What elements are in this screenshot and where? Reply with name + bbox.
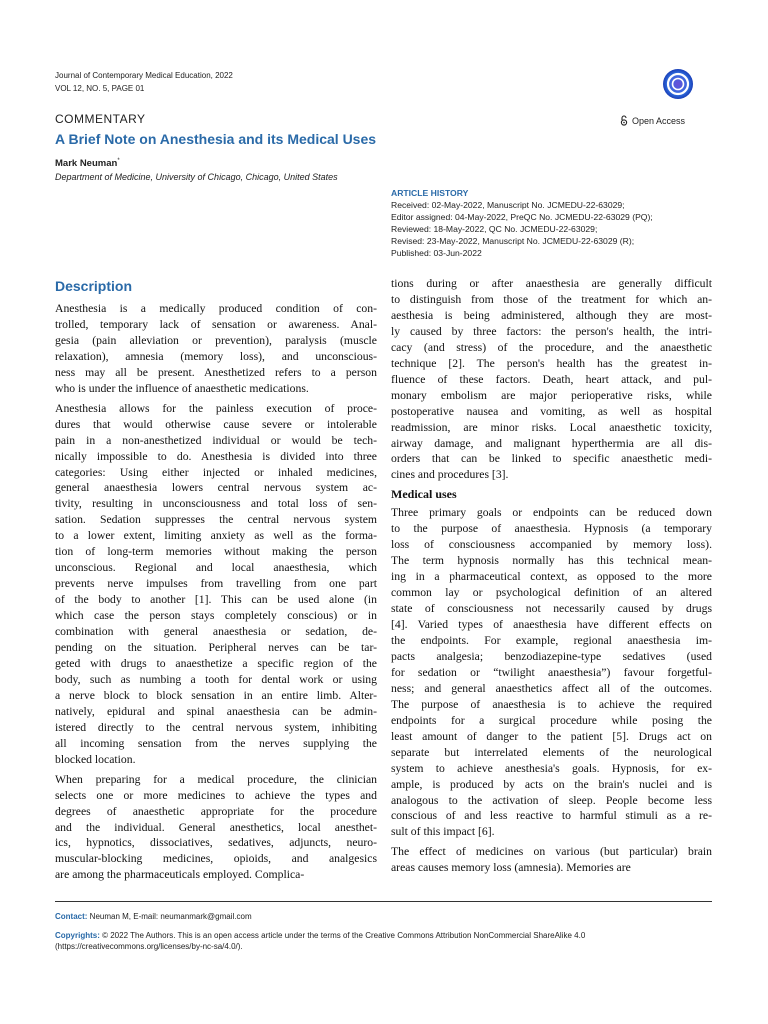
text-line: istered directly to the central nervous system, inhibiting — [55, 720, 377, 734]
text-line: aesthesia is being administered, although they are most- — [391, 308, 712, 322]
text-line: natively, epidural and spinal anaesthesia can be admin- — [55, 704, 377, 718]
text-line: Anesthesia is a medically produced condition of con- — [55, 302, 377, 315]
description-heading: Description — [55, 278, 133, 294]
paragraph — [391, 844, 712, 876]
text-line: to distinguish from those of the treatment for which an- — [391, 292, 712, 306]
text-line: [4]. Varied types of anaesthesia have different effects on — [391, 618, 712, 632]
text-line: the endpoints. For example, regional anaesthesia im- — [391, 633, 712, 647]
author-name-text: Mark Neuman — [55, 158, 118, 170]
history-line: Editor assigned: 04-May-2022, PreQC No. JCMEDU-22-63029 (PQ); — [391, 212, 653, 222]
text-line: nically impossible to do. Anesthesia is divided into three — [55, 449, 377, 463]
contact-text: Neuman M, E-mail: neumanmark@gmail.com — [87, 912, 252, 921]
text-line: tivity, resulting in unconsciousness and total loss of sen- — [55, 497, 377, 511]
text-line: fluence of these factors. Death, heart attack, and pul- — [391, 372, 712, 386]
text-line: pain in a non-anesthetized individual or would be tech- — [55, 433, 377, 447]
text-line: monary embolism are major perioperative risks, while — [391, 388, 712, 402]
right-column — [391, 276, 712, 880]
author-affiliation: Department of Medicine, University of Chicago, Chicago, United States — [55, 172, 338, 182]
text-line: system to achieve anesthesia's goals. Hypnosis, for ex- — [391, 761, 712, 775]
copyright-info — [55, 930, 715, 952]
text-line: general anaesthesia lowers central nervous system ac- — [55, 481, 377, 495]
license-link[interactable]: (https://creativecommons.org/licenses/by-nc-sa/4.0/). — [55, 942, 243, 951]
text-line: combination with general anaesthesia or sedation, de- — [55, 625, 377, 639]
text-line: body, such as numbing a tooth for dental work or using — [55, 672, 377, 686]
text-line: airway damage, and malignant hyperthermia are all dis- — [391, 436, 712, 450]
text-line: ness may all be present. Anesthetized refers to a person — [55, 365, 377, 379]
text-line: gesia (pain alleviation or prevention), paralysis (muscle — [55, 333, 377, 347]
text-line: prevents nerve impulses from travelling from one part — [55, 577, 377, 591]
journal-name: Journal of Contemporary Medical Education, 2022 — [55, 71, 233, 80]
text-line: for sedation or “twilight anaesthesia”) favour forgetful- — [391, 665, 712, 679]
text-line: unconscious. Regional and local anaesthesia, which — [55, 561, 377, 575]
text-line: postoperative nausea and vomiting, as well as hospital — [391, 404, 712, 418]
journal-volume: VOL 12, NO. 5, PAGE 01 — [55, 84, 145, 93]
article-title: A Brief Note on Anesthesia and its Medical Uses — [55, 131, 377, 147]
journal-header — [55, 69, 233, 95]
text-line: categories: Using either injected or inhaled medicines, — [55, 465, 377, 479]
text-line: The term hypnosis normally has this technical mean- — [391, 554, 712, 568]
text-line: muscular-blocking medicines, opioids, and analgesics — [55, 852, 377, 866]
text-line: cacy (and stress) of the procedure, and the anaesthetic — [391, 340, 712, 354]
text-line: least amount of danger to the patient [5]. Drugs act on — [391, 729, 712, 743]
text-line: sult of this impact [6]. — [391, 825, 495, 839]
open-access-badge — [620, 115, 685, 126]
text-line: and the individual. General anesthetics, local anesthet- — [55, 820, 377, 834]
text-line: pacts analgesia; benzodiazepine-type sedatives (used — [391, 649, 712, 663]
text-line: ly caused by three factors: the person's health, the intri- — [391, 324, 712, 338]
text-line: to a lower extent, limiting anxiety as well as the forma- — [55, 529, 377, 543]
author-mark: * — [117, 158, 120, 164]
paragraph — [391, 505, 712, 840]
open-access-label: Open Access — [632, 115, 686, 126]
text-line: When preparing for a medical procedure, the clinician — [55, 772, 377, 786]
text-line: selects one or more medicines to achieve the types and — [55, 788, 377, 802]
left-column — [55, 301, 377, 887]
text-line: a nerve block to block sensation in an entire limb. Alter- — [55, 688, 377, 702]
text-line: trolled, temporary lack of sensation or awareness. Anal- — [55, 317, 377, 331]
text-line: ness; and general anaesthetics affect all of the outcomes. — [391, 681, 712, 695]
text-line: blocked location. — [55, 752, 136, 766]
text-line: cines and procedures [3]. — [391, 468, 509, 482]
article-history-heading: ARTICLE HISTORY — [391, 188, 469, 198]
text-line: geted with drugs to anaesthetize a specific region of the — [55, 656, 377, 670]
text-line: all incoming sensation from the nerves supplying the — [55, 736, 377, 750]
text-line: of the body to another [1]. This can be used alone (in — [55, 593, 377, 607]
article-type-label: COMMENTARY — [55, 112, 146, 126]
text-line: ample, is produced by acts on the brain's nuclei and is — [391, 777, 712, 791]
text-line: sation. Sedation suppresses the central nervous system — [55, 513, 377, 527]
text-line: Three primary goals or endpoints can be reduced down — [391, 506, 712, 520]
medical-uses-heading: Medical uses — [391, 487, 457, 502]
contact-label: Contact: — [55, 912, 88, 921]
text-line: relaxation), amnesia (memory loss), and unconscious- — [55, 349, 377, 363]
history-line: Published: 03-Jun-2022 — [391, 248, 482, 258]
history-line: Revised: 23-May-2022, Manuscript No. JCMEDU-22-63029 (R); — [391, 236, 635, 246]
text-line: The purpose of anaesthesia is to achieve the required — [391, 697, 712, 711]
text-line: orders that can be linked to specific anaesthetic medi- — [391, 452, 712, 466]
copyright-line1: © 2022 The Authors. This is an open access article under the terms of the Creative Commons Attribution NonCommercial ShareAlike 4.0 — [99, 931, 586, 940]
text-line: pending on the situation. Peripheral nerves can be tar- — [55, 641, 377, 655]
text-line: areas causes memory loss (amnesia). Memories are — [391, 861, 631, 875]
text-line: who is under the influence of anaesthetic medications. — [55, 381, 309, 395]
text-line: The effect of medicines on various (but particular) brain — [391, 845, 712, 859]
text-line: dures that would otherwise cause severe or intolerable — [55, 417, 377, 431]
text-line: technique [2]. The person's health has the greatest in- — [391, 356, 712, 370]
article-history — [391, 187, 721, 259]
paragraph — [55, 772, 377, 884]
footer-divider — [55, 901, 712, 902]
history-line: Received: 02-May-2022, Manuscript No. JCMEDU-22-63029; — [391, 200, 625, 210]
text-line: readmission, are minor risks. Local anaesthetic toxicity, — [391, 420, 712, 434]
text-line: Anesthesia allows for the painless execution of proce- — [55, 401, 377, 415]
text-line: conscious of and less reactive to harmful stimuli as a re- — [391, 809, 712, 823]
text-line: to the purpose of anaesthesia. Hypnosis (a temporary — [391, 522, 712, 536]
paragraph — [391, 276, 712, 483]
text-line: ics, hypnotics, dissociatives, sedatives, adjuncts, neuro- — [55, 836, 377, 850]
copyright-label: Copyrights: — [55, 931, 100, 940]
text-line: ing in a pharmaceutical context, as opposed to the more — [391, 570, 712, 584]
text-line: tion of long-term memories without making the person — [55, 545, 377, 559]
journal-logo-icon — [662, 68, 694, 100]
text-line: tions during or after anaesthesia are generally difficult — [391, 277, 712, 290]
history-line: Reviewed: 18-May-2022, QC No. JCMEDU-22-63029; — [391, 224, 598, 234]
paragraph — [55, 401, 377, 768]
text-line: analogous to the activation of sleep. People become less — [391, 793, 712, 807]
contact-info — [55, 912, 252, 921]
text-line: common lay or psychological definition of an altered — [391, 586, 712, 600]
text-line: state of consciousness not necessarily caused by drugs — [391, 602, 712, 616]
open-lock-icon — [620, 115, 628, 126]
text-line: loss of consciousness accompanied by memory loss). — [391, 538, 712, 552]
text-line: degrees of anaesthetic appropriate for the procedure — [55, 804, 377, 818]
text-line: are among the pharmaceuticals employed. Complica- — [55, 868, 305, 882]
text-line: separate but interrelated elements of the neurological — [391, 745, 712, 759]
text-line: which case the person stays completely conscious) or in — [55, 609, 377, 623]
text-line: endpoints for a surgical procedure while posing the — [391, 713, 712, 727]
paragraph — [55, 301, 377, 397]
author-name — [55, 158, 120, 169]
